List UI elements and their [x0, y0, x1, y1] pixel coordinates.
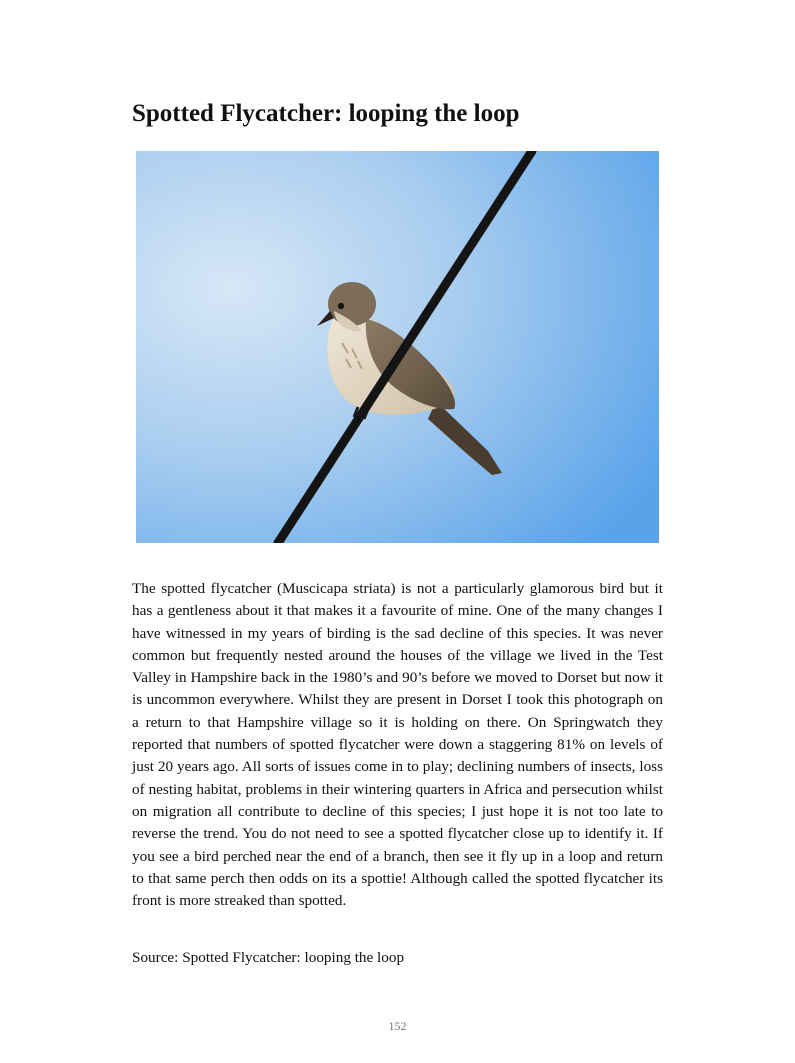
article-body: The spotted flycatcher (Muscicapa striata) is not a particularly glamorous bird but it has a gentleness about it that makes it a favourite of mine. One of the many changes I have witnessed in my years of birding is the sad decline of this species. It was never common but frequently nested around the houses of the village we lived in the Test Valley in Hampshire back in the 1980’s and 90’s before we moved to Dorset but now it is uncommon everywhere. Whilst they are present in Dorset I took this photograph on a return to that Hampshire village so it is holding on there. On Springwatch they reported that numbers of spotted flycatcher were down a staggering 81% on levels of just 20 years ago. All sorts of issues come in to play; declining numbers of insects, loss of nesting habitat, problems in their wintering quarters in Africa and persecution whilst on migration all contribute to decline of this species; I just hope it is not too late to reverse the trend. You do not need to see a spotted flycatcher close up to identify it. If you see a bird perched near the end of a branch, then see it fly up in a loop and return to that same perch then odds on its a spottie! Although called the spotted flycatcher its front is more streaked than spotted.: [132, 580, 663, 910]
page-title: Spotted Flycatcher: looping the loop: [132, 100, 520, 127]
bird-head: [328, 282, 376, 326]
bird-eye: [338, 303, 344, 309]
page-number: 152: [388, 1019, 407, 1033]
flycatcher-photo: [136, 151, 659, 543]
source-citation: Source: Spotted Flycatcher: looping the loop: [132, 949, 405, 966]
